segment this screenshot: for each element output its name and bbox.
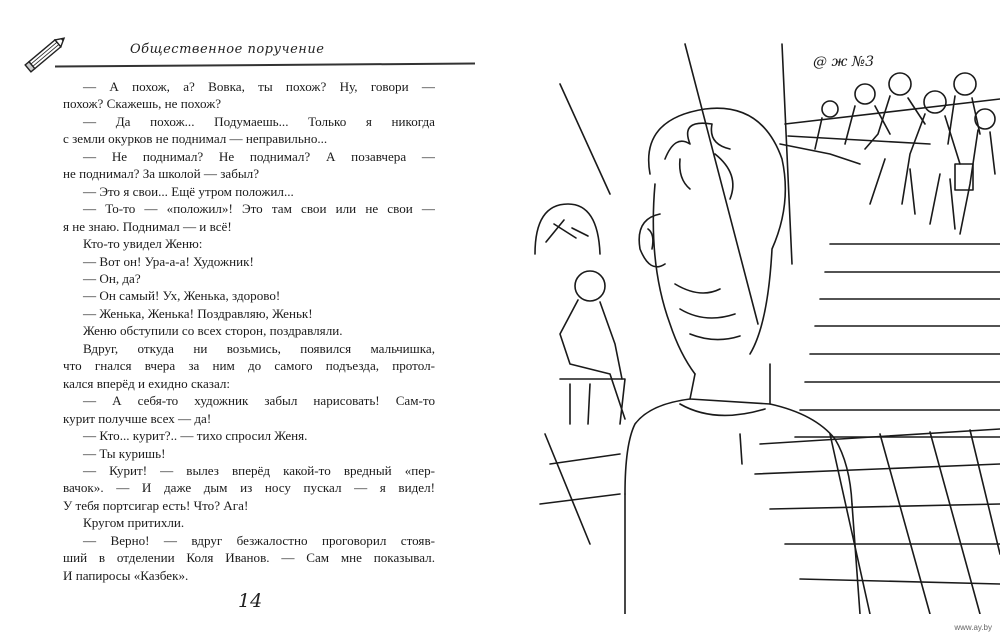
text-line: с земли окурков не поднимал — неправильно...	[63, 131, 328, 147]
text-line: — А себя-то художник забыл нарисовать! Сам-то	[83, 393, 435, 409]
header-rule	[55, 63, 475, 67]
text-line: Кто-то увидел Женю:	[83, 236, 203, 252]
text-line: не поднимал? За школой — забыл?	[63, 166, 260, 182]
text-line: вачок». — И даже дым из носу пускал — я видел!	[63, 480, 435, 496]
text-line: Кругом притихли.	[83, 515, 185, 531]
text-line: — То-то — «положил»! Это там свои или не свои —	[83, 201, 435, 217]
text-line: — Вот он! Ура-а-а! Художник!	[83, 253, 254, 269]
text-line: — Ты куришь!	[83, 445, 166, 461]
text-line: — Не поднимал? Не поднимал? А позавчера —	[83, 148, 435, 164]
text-line: Вдруг, откуда ни возьмись, появился мальчишка,	[83, 340, 435, 356]
text-line: курит получше всех — да!	[63, 410, 212, 426]
illustration	[530, 24, 1000, 614]
text-line: что гнался вчера за ним до самого подъезда, протол-	[63, 358, 435, 374]
text-line: — Он самый! Ух, Женька, здорово!	[83, 288, 281, 304]
text-line: — Верно! — вдруг безжалостно проговорил стояв-	[83, 532, 435, 548]
text-line: — Курит! — вылез вперёд какой-то вредный «пер-	[83, 462, 435, 478]
text-line: — Да похож... Подумаешь... Только я никогда	[83, 113, 435, 129]
page-number: 14	[238, 590, 263, 612]
text-line: Женю обступили со всех сторон, поздравляли.	[83, 323, 343, 339]
text-line: кался вперёд и ехидно сказал:	[63, 375, 231, 391]
right-page	[500, 0, 1000, 638]
text-line: — Это я свои... Ещё утром положил...	[83, 183, 294, 199]
running-head: Общественное поручение	[130, 42, 325, 57]
text-line: — А похож, а? Вовка, ты похож? Ну, говори —	[83, 79, 435, 94]
text-line: я не знаю. Поднимал — и всё!	[63, 218, 232, 234]
text-line: — Кто... курит?.. — тихо спросил Женя.	[83, 428, 308, 444]
text-line: И папиросы «Казбек».	[63, 567, 189, 583]
body-text	[63, 78, 435, 584]
text-line: — Он, да?	[83, 270, 141, 286]
pencil-icon	[20, 28, 72, 80]
text-line: ший в отделении Коля Иванов. — Сам мне показывал.	[63, 550, 435, 566]
text-line: похож? Скажешь, не похож?	[63, 96, 222, 112]
text-line: — Женька, Женька! Поздравляю, Женьк!	[83, 305, 313, 321]
text-line: У тебя портсигар есть! Что? Ага!	[63, 497, 249, 513]
watermark: www.ay.by	[954, 623, 992, 632]
board-text: @ ж №3	[813, 54, 874, 70]
